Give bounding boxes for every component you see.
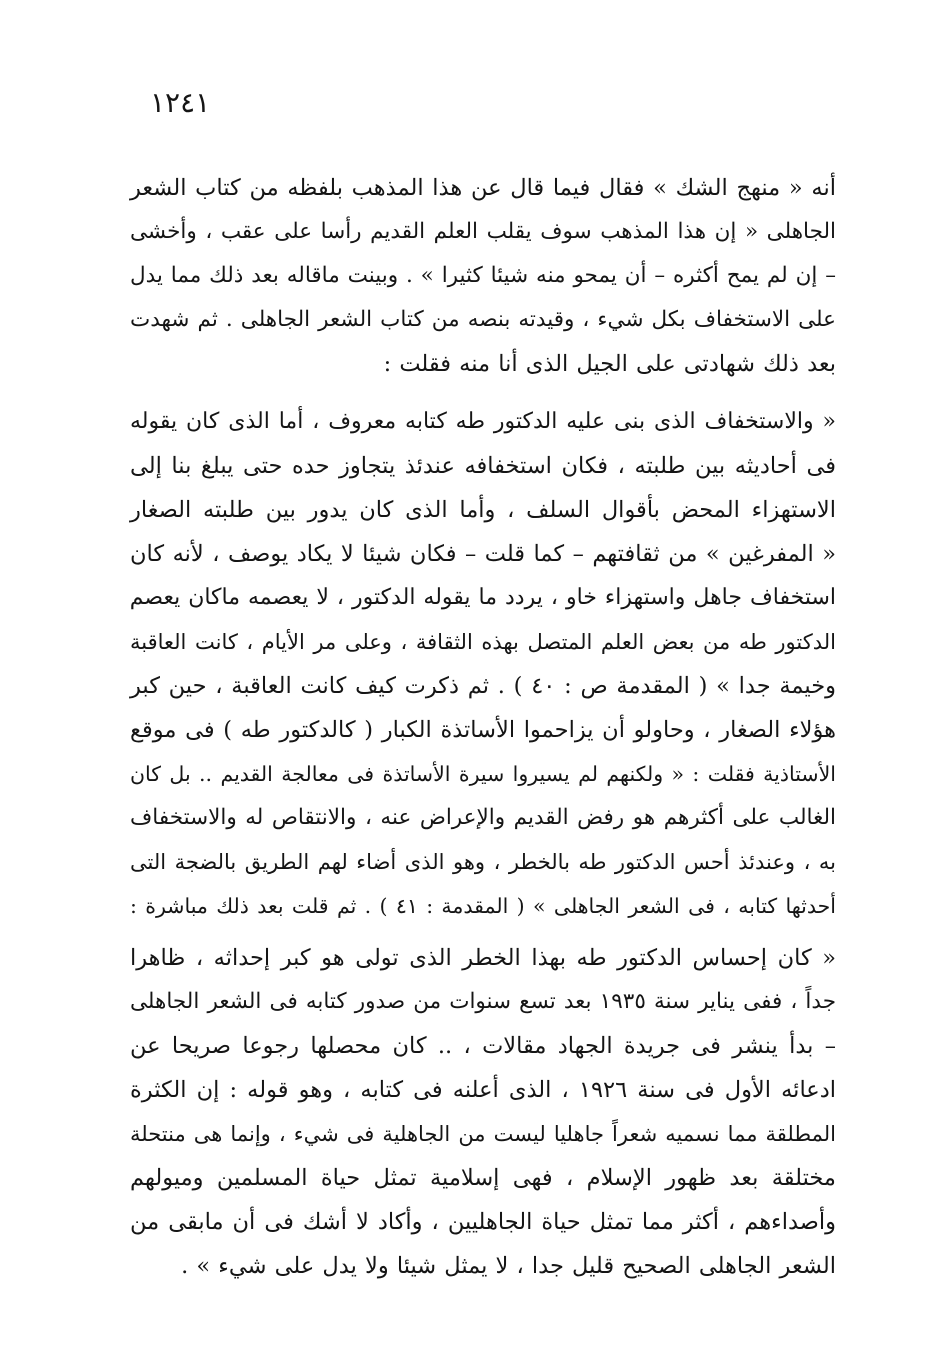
text-line: به ، وعندئذ أحس الدكتور طه بالخطر ، وهو الذى أضاء لهم الطريق بالضجة التى xyxy=(130,850,836,874)
text-line: على الاستخفاف بكل شيء ، وقيدته بنصه من كتاب الشعر الجاهلى . ثم شهدت xyxy=(130,307,836,332)
text-line: هؤلاء الصغار ، وحاولو أن يزاحموا الأساتذة الكبار ( كالدكتور طه ) فى موقع xyxy=(130,717,836,743)
text-line: ادعائه الأول فى سنة ١٩٢٦ ، الذى أعلنه فى كتابه ، وهو قوله : إن الكثرة xyxy=(130,1077,836,1103)
paragraph-quote-second xyxy=(130,936,836,1288)
text-line: مختلقة بعد ظهور الإسلام ، فهى إسلامية تمثل حياة المسلمين وميولهم xyxy=(130,1165,836,1191)
page-number: ١٢٤١ xyxy=(150,86,211,119)
text-line: الاستهزاء المحض بأقوال السلف ، وأما الذى كان يدور بين طلبته الصغار xyxy=(130,497,836,523)
text-line: – إن لم يمح أكثره – أن يمحو منه شيئا كثيرا » . وبينت ماقاله بعد ذلك مما يدل xyxy=(130,263,836,288)
text-line: استخفاف جاهل واستهزاء خاو ، يردد ما يقوله الدكتور ، لا يعصمه ماكان يعصم xyxy=(129,585,836,610)
text-line: أنه « منهج الشك » فقال فيما قال عن هذا المذهب بلفظه من كتاب الشعر xyxy=(130,175,836,201)
text-line: وخيمة جدا » ( المقدمة ص : ٤٠ ) . ثم ذكرت كيف كانت العاقبة ، حين كبر xyxy=(130,673,836,699)
text-line: « المفرغين » من ثقافتهم – كما قلت – فكان شيئا لا يكاد يوصف ، لأنه كان xyxy=(130,541,836,567)
text-line: أحدثها كتابه ، فى الشعر الجاهلى » ( المقدمة : ٤١ ) . ثم قلت بعد ذلك مباشرة : xyxy=(130,894,837,918)
text-line: الجاهلى « إن هذا المذهب سوف يقلب العلم القديم رأسا على عقب ، وأخشى xyxy=(130,219,836,244)
text-line: « كان إحساس الدكتور طه بهذا الخطر الذى تولى هو كبر إحداثه ، ظاهرا xyxy=(130,945,836,971)
text-line: فى أحاديثه بين طلبته ، فكان استخفافه عندئذ يتجاوز حده حتى يبلغ بنا إلى xyxy=(130,453,836,479)
paragraph-intro xyxy=(130,166,836,386)
text-line: الشعر الجاهلى الصحيح قليل جدا ، لا يمثل شيئا ولا يدل على شيء » . xyxy=(181,1253,836,1279)
text-line: جداً ، ففى يناير سنة ١٩٣٥ بعد تسع سنوات من صدور كتابه فى الشعر الجاهلى xyxy=(130,989,836,1014)
text-line: – بدأ ينشر فى جريدة الجهاد مقالات ، .. كان محصلها رجوعا صريحا عن xyxy=(130,1033,836,1059)
paragraph-quote-first xyxy=(130,400,836,928)
text-line: المطلقة مما نسميه شعراً جاهليا ليست من الجاهلية فى شيء ، وإنما هى منتحلة xyxy=(130,1122,836,1146)
text-line: وأصداءهم ، أكثر مما تمثل حياة الجاهليين ، وأكاد لا أشك فى أن مابقى من xyxy=(130,1209,836,1235)
text-line: « والاستخفاف الذى بنى عليه الدكتور طه كتابه معروف ، أما الذى كان يقوله xyxy=(130,409,836,434)
text-line: الغالب على أكثرهم هو رفض القديم والإعراض عنه ، والانتقاص له والاستخفاف xyxy=(130,805,836,830)
text-line: الأستاذية فقلت : « ولكنهم لم يسيروا سيرة الأساتذة فى معالجة القديم .. بل كان xyxy=(130,762,836,786)
text-line: الدكتور طه من بعض العلم المتصل بهذه الثقافة ، وعلى مر الأيام ، كانت العاقبة xyxy=(130,630,836,654)
text-line: بعد ذلك شهادتى على الجيل الذى أنا منه فقلت : xyxy=(383,351,836,377)
